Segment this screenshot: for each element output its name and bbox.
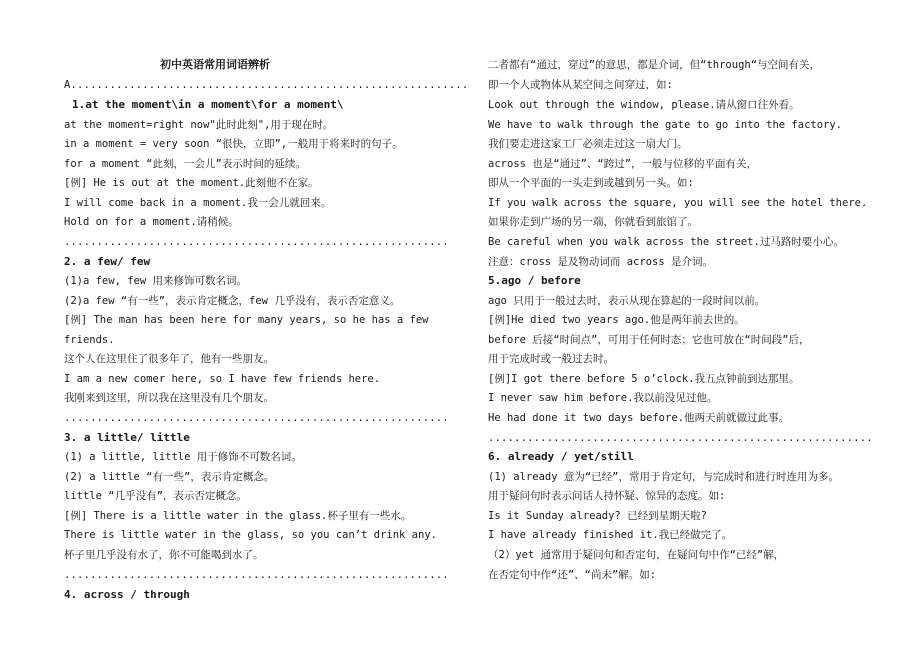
example-line: 我们要走进这家工厂必须走过这一扇大门。 — [488, 138, 688, 150]
text-line: 即从一个平面的一头走到或越到另一头。如: — [488, 177, 694, 189]
section-5-heading: 5.ago / before — [488, 274, 581, 287]
section-a-marker: A............................................................. — [64, 79, 469, 91]
section-1-heading: 1.at the moment\in a moment\for a moment\ — [72, 98, 344, 111]
text-line: in a moment = very soon “很快，立即”,一般用于将来时的句子。 — [64, 138, 403, 150]
example-line: [例] The man has been here for many years, so he has a few — [64, 314, 429, 326]
text-line: （2）yet 通常用于疑问句和否定句，在疑问句中作“已经”解， — [488, 549, 785, 561]
example-line: [例]He died two years ago.他是两年前去世的。 — [488, 314, 745, 326]
example-line: I will come back in a moment.我一会儿就回来。 — [64, 197, 332, 209]
example-line: 如果你走到广场的另一端，你就看到旅馆了。 — [488, 216, 698, 228]
example-line: We have to walk through the gate to go into the factory. — [488, 119, 843, 131]
text-line: little “几乎没有”，表示否定概念。 — [64, 490, 247, 502]
dotted-divider: ........................................................... — [64, 412, 449, 424]
text-line: (2)a few “有一些”，表示肯定概念，few 几乎没有，表示否定意义。 — [64, 295, 401, 307]
example-line: If you walk across the square, you will see the hotel there. — [488, 197, 868, 209]
text-line: across 也是“通过”、“跨过”，一般与位移的平面有关， — [488, 158, 758, 170]
example-line: friends. — [64, 334, 115, 346]
text-line: (1)a few, few 用来修饰可数名词。 — [64, 275, 248, 287]
note-line: 注意：cross 是及物动词而 across 是介词。 — [488, 256, 714, 268]
text-line: 用于完成时或一般过去时。 — [488, 353, 614, 365]
example-line: 杯子里几乎没有水了，你不可能喝到水了。 — [64, 549, 264, 561]
example-line: [例]I got there before 5 o’clock.我五点钟前到达那里。 — [488, 373, 800, 385]
text-line: before 后接“时间点”，可用于任何时态；它也可放在“时间段”后， — [488, 334, 810, 346]
text-line: 在否定句中作“还”、“尚未”解。如: — [488, 569, 657, 581]
text-line: (1) a little, little 用于修饰不可数名词。 — [64, 451, 302, 463]
text-line: 二者都有“通过，穿过”的意思，都是介词，但“through“与空间有关， — [488, 59, 821, 71]
example-line: I never saw him before.我以前没见过他。 — [488, 392, 718, 404]
text-line: at the moment=right now"此时此刻",用于现在时。 — [64, 119, 334, 131]
text-line: for a moment “此刻，一会儿”表示时间的延续。 — [64, 158, 306, 170]
example-line: Be careful when you walk across the street.过马路时要小心。 — [488, 236, 844, 248]
example-line: I have already finished it.我已经做完了。 — [488, 529, 733, 541]
example-line: He had done it two days before.他两天前就做过此事。 — [488, 412, 789, 424]
example-line: [例] There is a little water in the glass.杯子里有一些水。 — [64, 510, 412, 522]
example-line: I am a new comer here, so I have few friends here. — [64, 373, 381, 385]
section-6-heading: 6. already / yet/still — [488, 450, 634, 463]
section-2-heading: 2. a few/ few — [64, 255, 151, 268]
dotted-divider: ........................................................... — [488, 432, 873, 444]
document-title: 初中英语常用词语辨析 — [160, 58, 270, 71]
dotted-divider: ........................................................... — [64, 569, 449, 581]
example-line: There is little water in the glass, so you can’t drink any. — [64, 529, 437, 541]
example-line: Hold on for a moment.请稍候。 — [64, 216, 239, 228]
example-line: Look out through the window, please.请从窗口往外看。 — [488, 99, 800, 111]
example-line: 我刚来到这里，所以我在这里没有几个朋友。 — [64, 392, 274, 404]
text-line: 用于疑问句时表示问话人持怀疑、惊异的态度。如: — [488, 490, 726, 502]
text-line: (2) a little “有一些”，表示肯定概念。 — [64, 471, 275, 483]
text-line: (1) already 意为“已经”，常用于肯定句，与完成时和进行时连用为多。 — [488, 471, 840, 483]
text-line: 即一个人或物体从某空间之间穿过，如: — [488, 79, 673, 91]
example-line: Is it Sunday already? 已经到星期天啦? — [488, 510, 707, 522]
example-line: [例] He is out at the moment.此刻他不在家。 — [64, 177, 319, 189]
section-3-heading: 3. a little/ little — [64, 431, 190, 444]
text-line: ago 只用于一般过去时，表示从现在算起的一段时间以前。 — [488, 295, 766, 307]
dotted-divider: ........................................................... — [64, 236, 449, 248]
example-line: 这个人在这里住了很多年了，他有一些朋友。 — [64, 353, 274, 365]
section-4-heading: 4. across / through — [64, 588, 190, 601]
